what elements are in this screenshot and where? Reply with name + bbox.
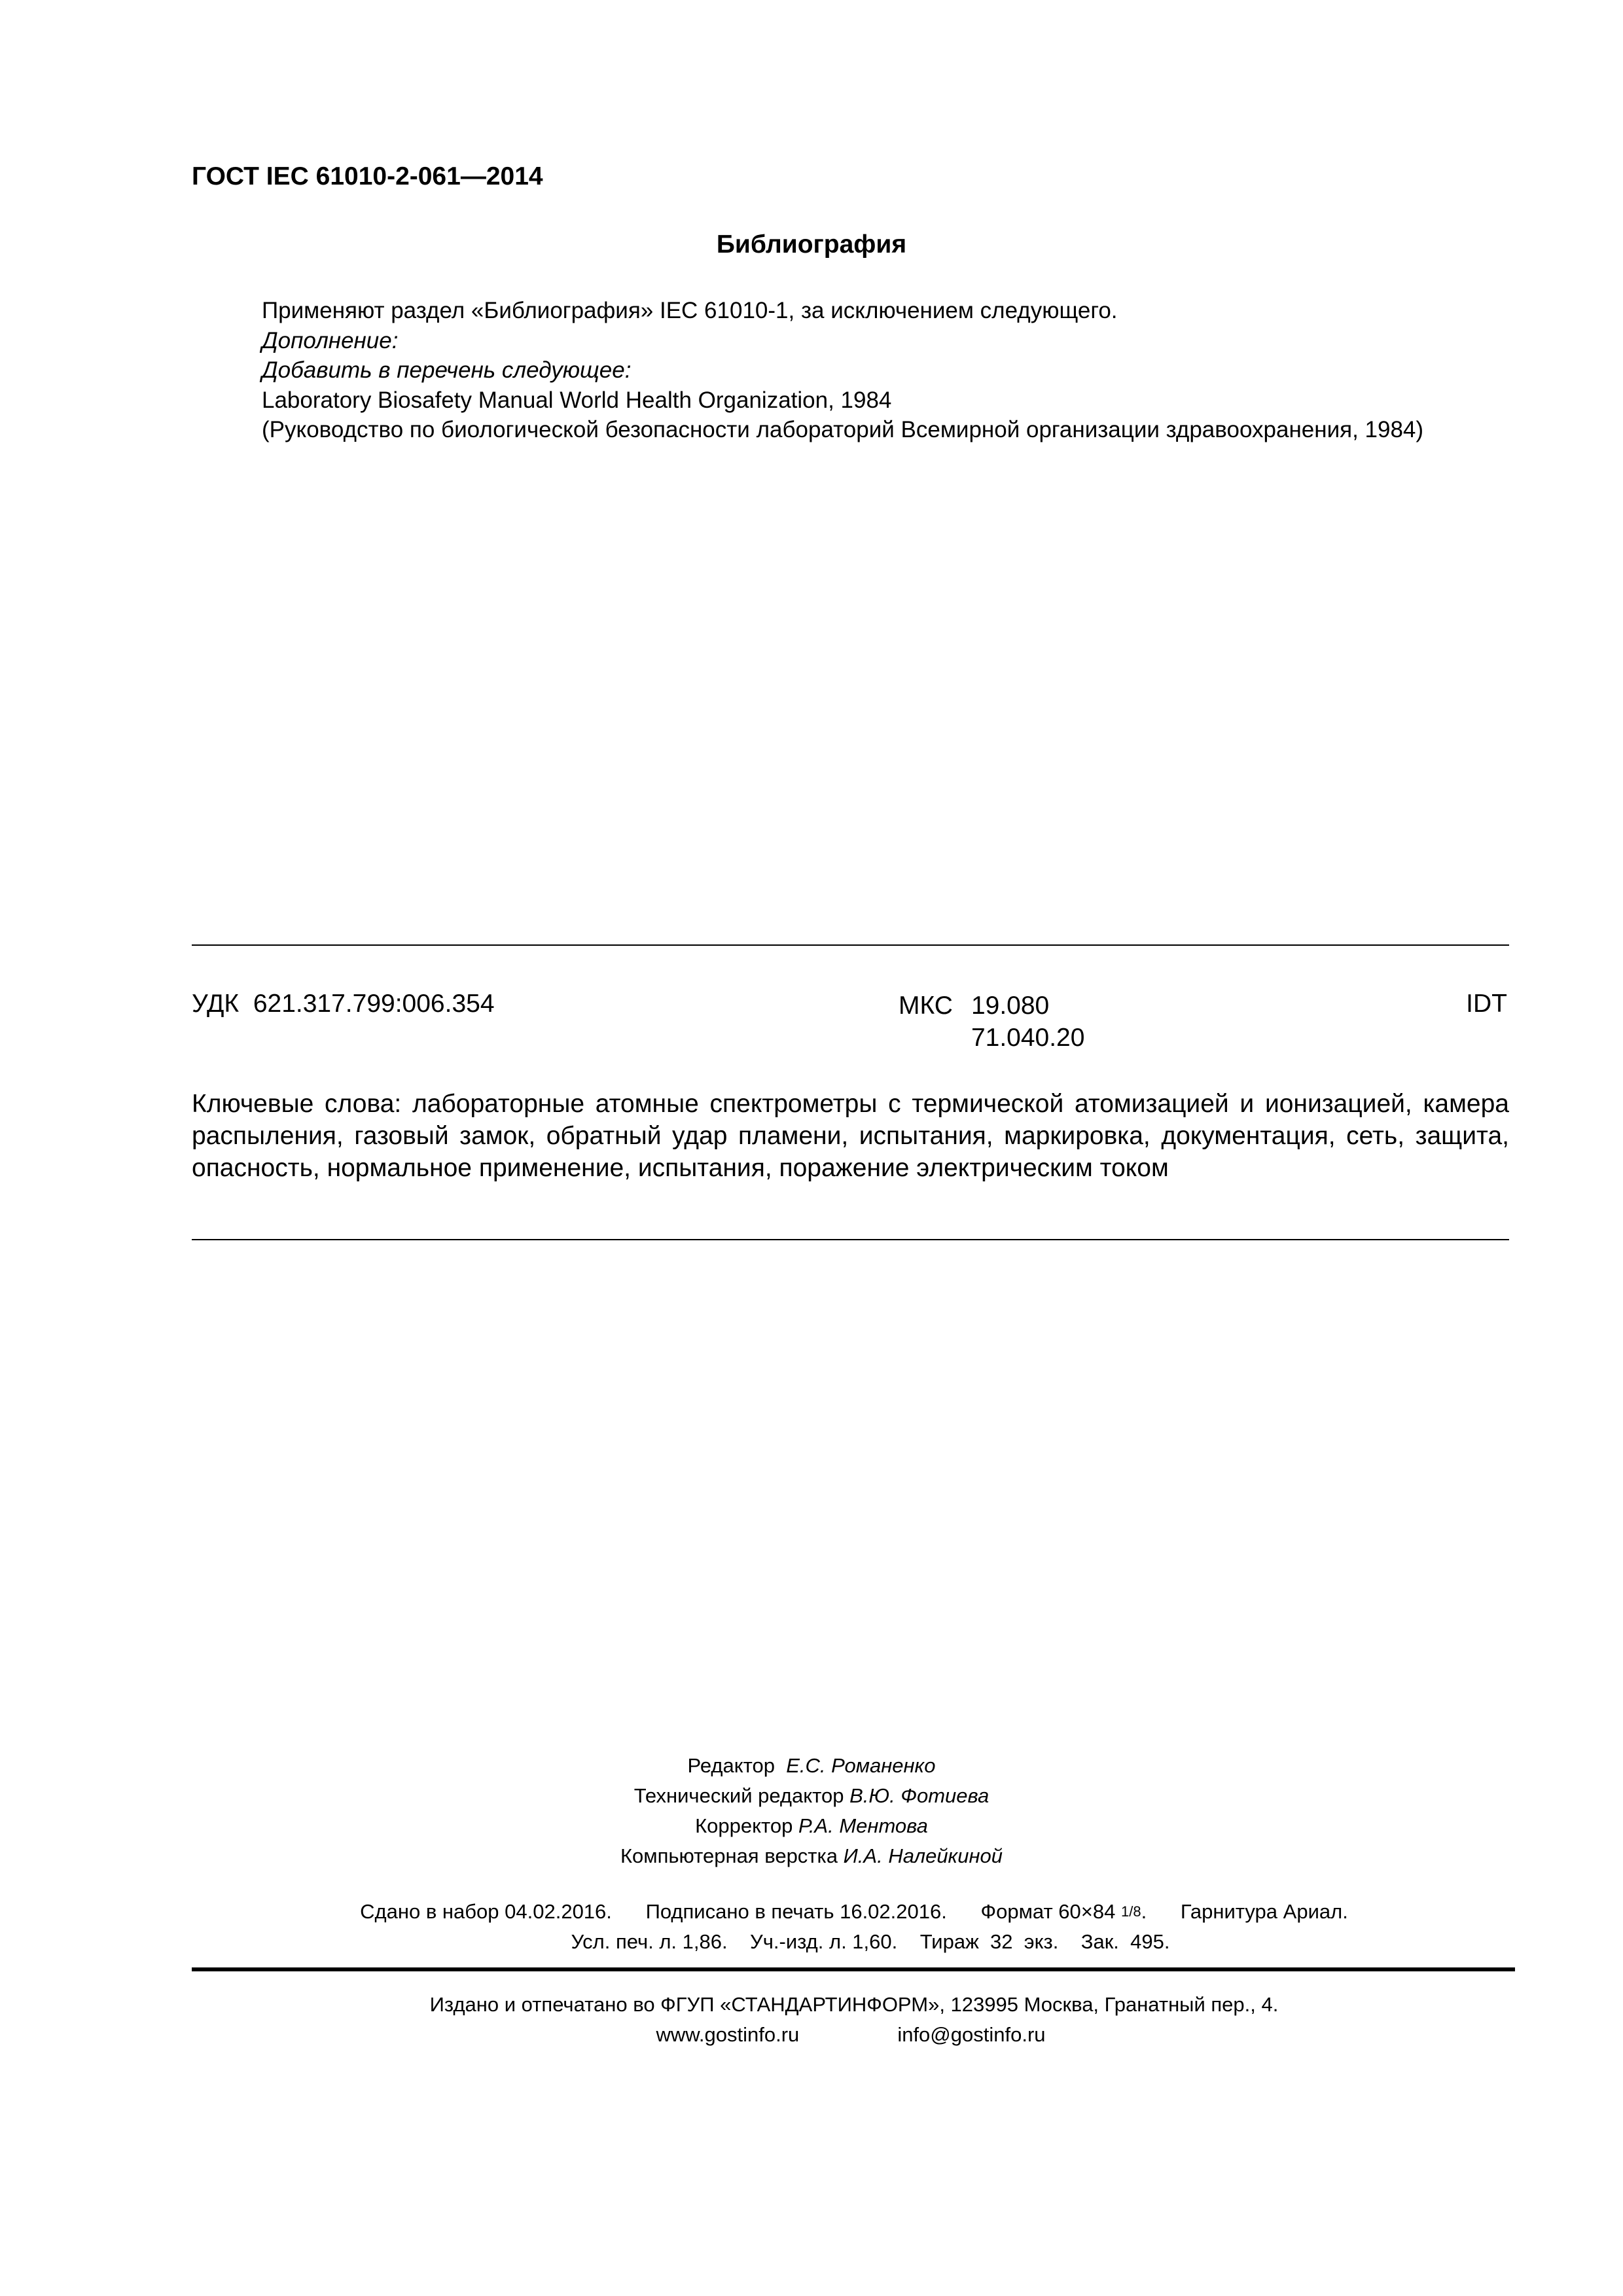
bibliography-add-instruction: Добавить в перечень следующее:	[262, 357, 632, 383]
bibliography-body	[262, 296, 1423, 445]
bibliography-intro: Применяют раздел «Библиография» IEC 61010-1, за исключением следующего.	[262, 298, 1118, 323]
credit-proofreader	[0, 1811, 1623, 1841]
print-info-line2	[0, 1927, 1623, 1957]
print-info-line1	[0, 1897, 1623, 1927]
document-code: ГОСТ IEC 61010-2-061—2014	[192, 162, 543, 190]
credit-role: Компьютерная верстка	[620, 1844, 838, 1867]
bibliography-reference-ru: (Руководство по биологической безопасности лабораторий Всемирной организации здравоохранения, 1984)	[262, 417, 1424, 442]
bottom-divider	[192, 1239, 1509, 1240]
website-link[interactable]: www.gostinfo.ru	[656, 2023, 800, 2046]
bibliography-title: Библиография	[716, 230, 907, 259]
udk-block	[192, 990, 495, 1018]
credit-name: В.Ю. Фотиева	[849, 1784, 990, 1807]
paper-format-value: Формат 60×84	[980, 1900, 1116, 1923]
publication-sheets: Уч.-изд. л. 1,60.	[750, 1930, 898, 1953]
mks-label: МКС	[899, 992, 953, 1020]
mks-codes	[971, 990, 1085, 1054]
publisher-block	[0, 1990, 1623, 2050]
credit-editor	[0, 1751, 1623, 1781]
credit-role: Редактор	[687, 1754, 775, 1777]
email-link[interactable]: info@gostinfo.ru	[897, 2023, 1046, 2046]
submitted-date: Сдано в набор 04.02.2016.	[360, 1900, 612, 1923]
credit-layout	[0, 1841, 1623, 1871]
paper-format: Формат 60×84 1/8.	[980, 1900, 1147, 1923]
typeface: Гарнитура Ариал.	[1180, 1900, 1348, 1923]
udk-value: 621.317.799:006.354	[253, 990, 495, 1018]
publisher-contacts	[0, 2020, 1623, 2050]
signed-date: Подписано в печать 16.02.2016.	[645, 1900, 947, 1923]
credit-tech-editor	[0, 1781, 1623, 1811]
publisher-divider	[192, 1967, 1515, 1971]
print-info-block	[0, 1897, 1623, 1957]
paper-format-fraction: 1/8	[1120, 1903, 1141, 1920]
bibliography-reference-en: Laboratory Biosafety Manual World Health Organization, 1984	[262, 387, 892, 413]
order-number: Зак. 495.	[1080, 1930, 1170, 1953]
udk-label: УДК	[192, 990, 240, 1018]
credit-role: Технический редактор	[633, 1784, 844, 1807]
mks-block	[899, 990, 1084, 1054]
top-divider	[192, 944, 1509, 946]
credits-block	[0, 1751, 1623, 1871]
publisher-line: Издано и отпечатано во ФГУП «СТАНДАРТИНФОРМ», 123995 Москва, Гранатный пер., 4.	[429, 1993, 1279, 2016]
keywords-paragraph: Ключевые слова: лабораторные атомные спектрометры с термической атомизацией и ионизацией, камера распыления, газовый замок, обратный удар пламени, испытания, маркировка, документация, сеть, защита, опасность, нормальное применение, испытания, поражение электрическим током	[192, 1090, 1509, 1182]
mks-code: 19.080	[971, 992, 1050, 1020]
print-run: Тираж 32 экз.	[919, 1930, 1059, 1953]
harmonization-degree: IDT	[1466, 990, 1507, 1018]
print-sheets: Усл. печ. л. 1,86.	[571, 1930, 728, 1953]
bibliography-addition-label: Дополнение:	[262, 327, 399, 353]
mks-code: 71.040.20	[971, 1024, 1085, 1052]
credit-name: И.А. Налейкиной	[843, 1844, 1003, 1867]
credit-role: Корректор	[695, 1814, 793, 1837]
credit-name: Е.С. Романенко	[786, 1754, 936, 1777]
credit-name: Р.А. Ментова	[798, 1814, 928, 1837]
